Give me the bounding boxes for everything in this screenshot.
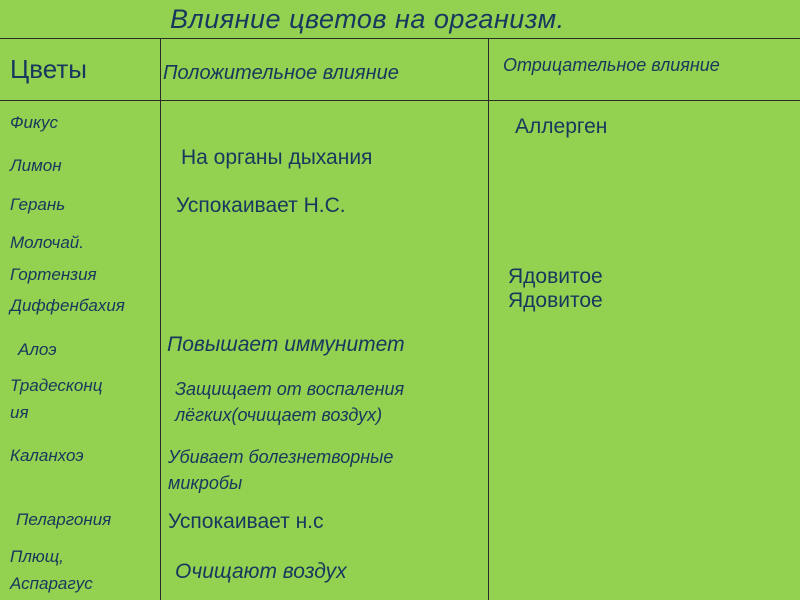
flower-item: Алоэ (18, 340, 57, 359)
flower-item: Традесконц (10, 376, 103, 395)
flower-item: Фикус (10, 113, 58, 132)
flower-item: Лимон (10, 156, 62, 175)
positive-item: Успокаивает Н.С. (176, 194, 346, 217)
positive-item: Повышает иммунитет (167, 333, 405, 356)
page-title: Влияние цветов на организм. (170, 4, 565, 34)
flower-item: Диффенбахия (10, 296, 125, 315)
negative-item: Аллерген (515, 115, 608, 138)
column-divider-2 (488, 38, 489, 600)
table-top-border (0, 38, 800, 39)
flower-item: Гортензия (10, 265, 97, 284)
header-flowers: Цветы (10, 54, 87, 84)
flower-item: ия (10, 403, 29, 422)
positive-item: Защищает от воспаления лёгких(очищает воздух) (175, 379, 405, 425)
positive-item: Успокаивает н.с (168, 510, 324, 533)
negative-item: Ядовитое (508, 265, 603, 288)
flower-item: Плющ, (10, 547, 64, 566)
positive-item: Очищают воздух (175, 560, 347, 583)
flower-item: Герань (10, 195, 66, 214)
positive-item: Убивает болезнетворные микробы (168, 447, 394, 493)
flower-item: Пеларгония (16, 510, 112, 529)
negative-item: Ядовитое (508, 289, 603, 312)
header-bottom-border (0, 100, 800, 101)
header-negative: Отрицательное влияние (503, 55, 720, 75)
header-positive: Положительное влияние (163, 62, 399, 84)
flower-item: Каланхоэ (10, 446, 84, 465)
column-divider-1 (160, 38, 161, 600)
flower-item: Аспарагус (10, 574, 93, 593)
positive-item: На органы дыхания (181, 146, 373, 169)
flower-item: Молочай. (10, 233, 84, 252)
